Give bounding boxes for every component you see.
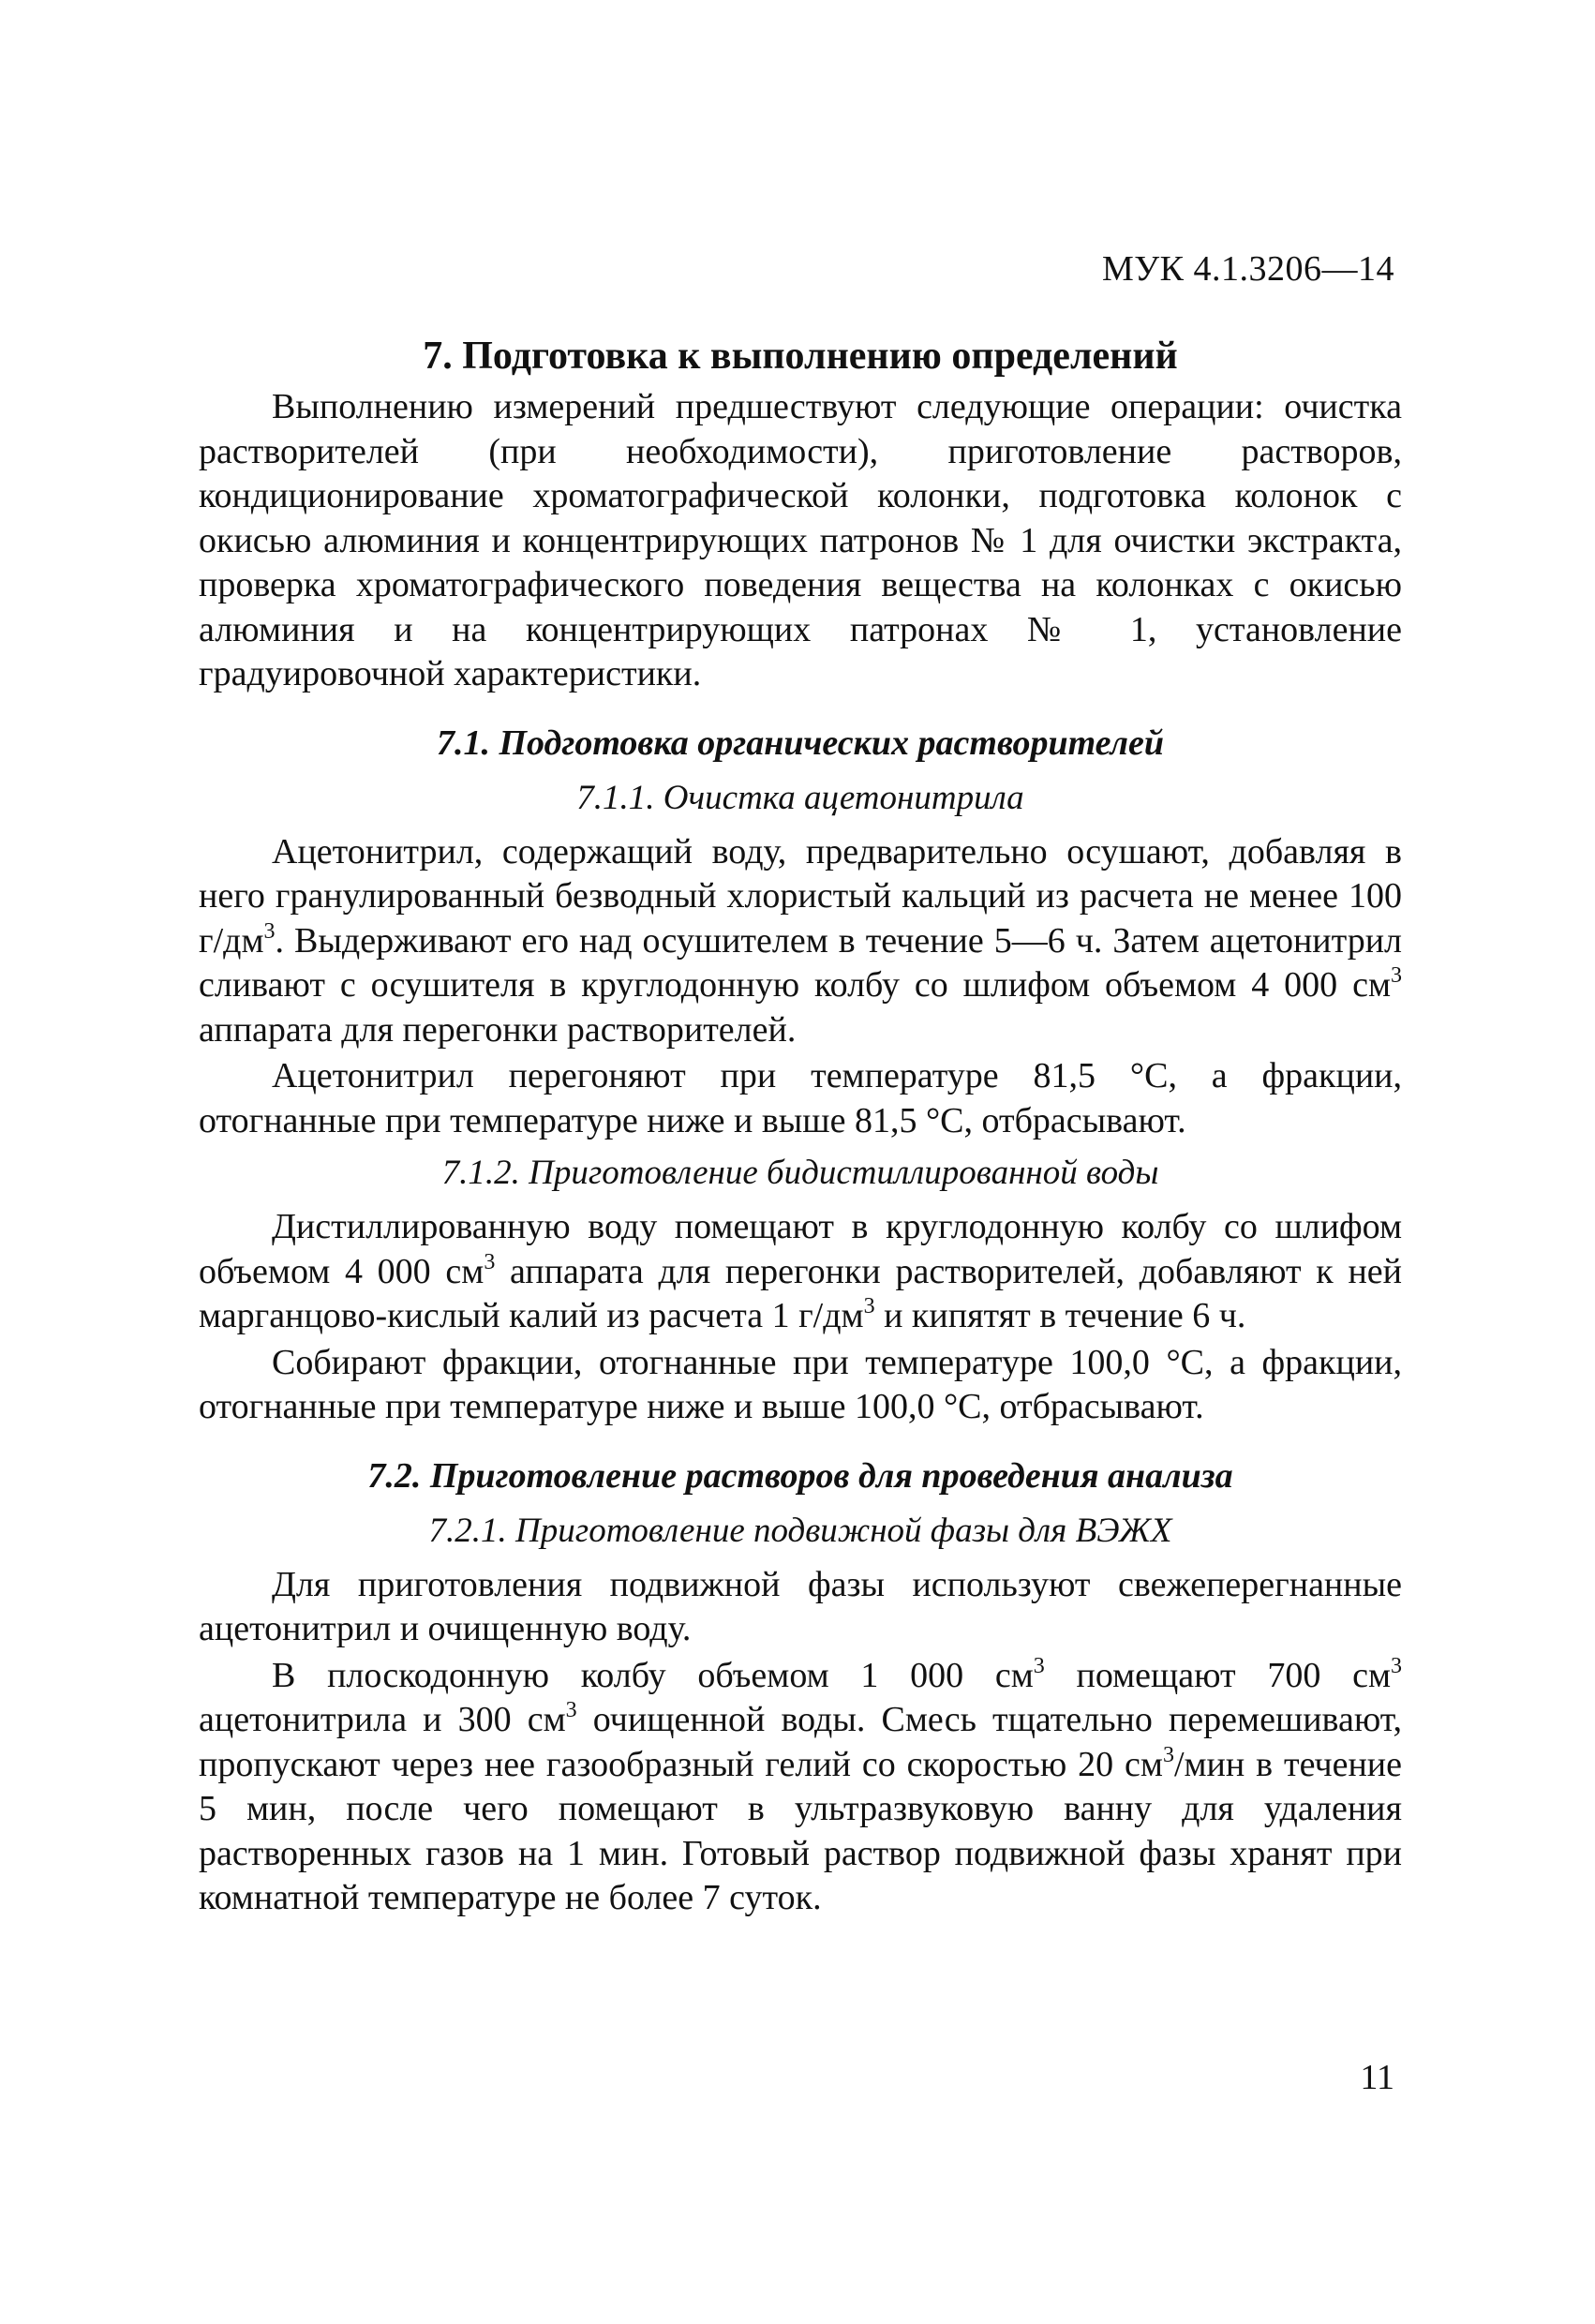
section-7-2-1-paragraph-2 <box>199 1654 1402 1921</box>
text-run: и кипятят в течение 6 ч. <box>874 1296 1246 1335</box>
text-run: В плоскодонную колбу объемом 1 000 см <box>272 1655 1034 1695</box>
superscript: 3 <box>484 1249 496 1274</box>
text-run: . Выдерживают его над осушителем в течение 5—6 ч. Затем ацетонитрил сливают с осушителя в круглодонную колбу со шлифом объемом 4 000 см <box>199 920 1402 1005</box>
superscript: 3 <box>1391 963 1402 988</box>
text-run: помещают 700 см <box>1044 1655 1392 1695</box>
text-run: /мин в течение 5 мин, после чего помещают в ультразвуковую ванну для удаления растворенных газов на 1 мин. Готовый раствор подвижной фазы хранят при комнатной температуре не более 7 суток. <box>199 1744 1402 1917</box>
section-7-1-2-paragraph-1 <box>199 1205 1402 1339</box>
section-7-2-1-paragraph-1: Для приготовления подвижной фазы используют свежеперегнанные ацетонитрил и очищенную воду. <box>199 1564 1402 1648</box>
text-run: ацетонитрила и 300 см <box>199 1700 566 1739</box>
superscript: 3 <box>263 918 276 944</box>
superscript: 3 <box>1033 1653 1045 1678</box>
text-run: Дистиллированную воду помещают в круглодонную колбу со шлифом объемом 4 000 см <box>199 1207 1402 1291</box>
superscript: 3 <box>565 1698 577 1722</box>
document-code: МУК 4.1.3206—14 <box>1101 249 1394 289</box>
page-number: 11 <box>1360 2058 1394 2097</box>
text-run: Ацетонитрил, содержащий воду, предварительно осушают, добавляя в него гранулированный безводный хлористый кальций из расчета не менее 100 г/дм <box>199 831 1402 961</box>
page-content <box>199 333 1402 1921</box>
section-7-1-1-title: 7.1.1. Очистка ацетонитрила <box>576 778 1024 817</box>
text-run: аппарата для перегонки растворителей. <box>199 1009 797 1050</box>
section-7-1-1-paragraph-1 <box>199 830 1402 1053</box>
superscript: 3 <box>863 1294 875 1318</box>
section-7-title: 7. Подготовка к выполнению определений <box>423 335 1178 378</box>
section-7-paragraph: Выполнению измерений предшествуют следующие операции: очистка растворителей (при необходимости), приготовление растворов, кондиционирование хроматографической колонки, подготовка колонок с окисью алюминия и концентрирующих патронов № 1 для очистки экстракта, проверка хроматографического поведения вещества на колонках с окисью алюминия и на концентрирующих патронах № 1, установление градуировочной характеристики. <box>199 387 1402 693</box>
section-7-1-1-paragraph-2: Ацетонитрил перегоняют при температуре 81,5 °С, а фракции, отогнанные при температуре ниже и выше 81,5 °С, отбрасывают. <box>199 1056 1402 1140</box>
superscript: 3 <box>1391 1653 1403 1678</box>
section-7-1-2-title: 7.1.2. Приготовление бидистиллированной воды <box>441 1154 1159 1192</box>
section-7-2-title: 7.2. Приготовление растворов для проведения анализа <box>367 1455 1233 1496</box>
section-7-1-2-paragraph-2: Собирают фракции, отогнанные при температуре 100,0 °С, а фракции, отогнанные при температуре ниже и выше 100,0 °С, отбрасывают. <box>199 1342 1402 1426</box>
section-7-2-1-title: 7.2.1. Приготовление подвижной фазы для ВЭЖХ <box>428 1511 1172 1550</box>
superscript: 3 <box>1162 1742 1174 1767</box>
text-run: очищенной воды. Смесь тщательно перемешивают, пропускают через нее газообразный гелий со скоростью 20 см <box>199 1700 1402 1784</box>
text-run: аппарата для перегонки растворителей, добавляют к ней марганцово-кислый калий из расчета 1 г/дм <box>199 1251 1403 1335</box>
section-7-1-title: 7.1. Подготовка органических растворителей <box>436 723 1165 763</box>
